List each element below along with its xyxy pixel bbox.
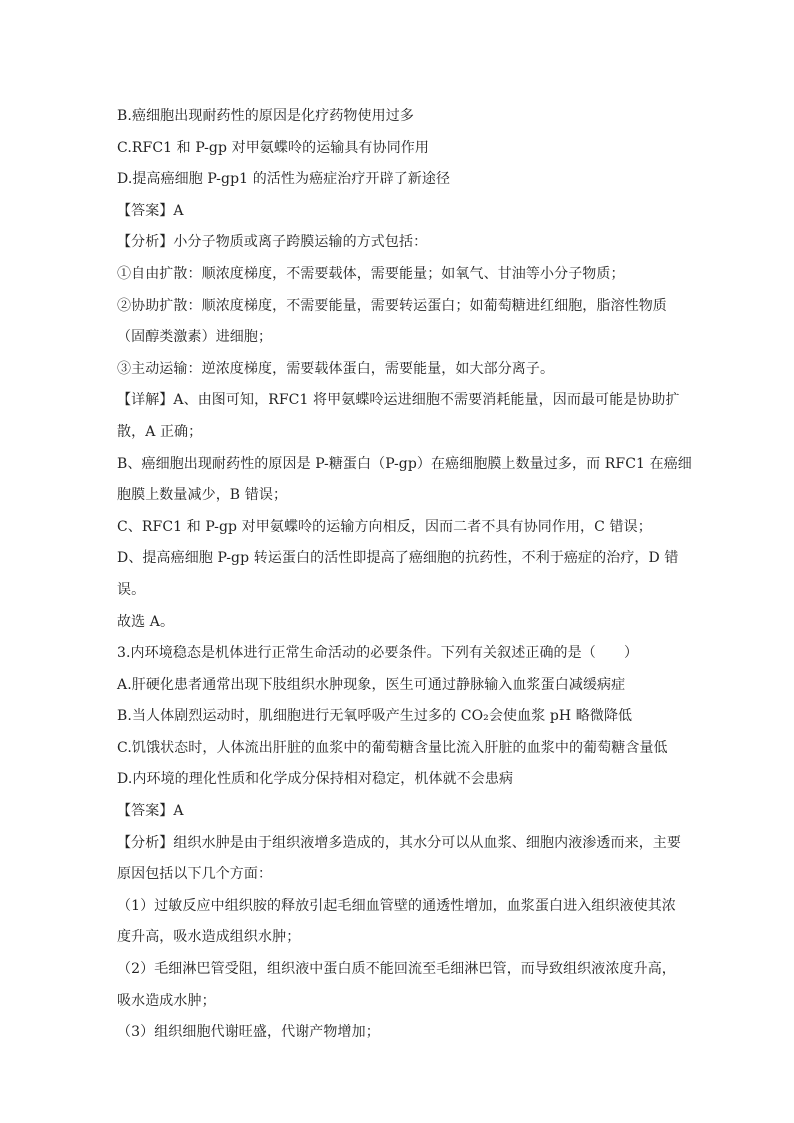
analysis-item-3: ③主动运输：逆浓度梯度，需要载体蛋白，需要能量，如大部分离子。: [117, 360, 555, 377]
detail-a-line: 【详解】A、由图可知，RFC1 将甲氨蝶呤运进细胞不需要消耗能量，因而最可能是协助扩: [117, 392, 680, 409]
q3-reason-3: （3）组织细胞代谢旺盛，代谢产物增加；: [117, 1024, 380, 1041]
detail-d-line: D、提高癌细胞 P-gp 转运蛋白的活性即提高了癌细胞的抗药性，不利于癌症的治疗，D 错: [117, 550, 679, 567]
q3-answer-line: 【答案】A: [117, 803, 184, 820]
q3-option-a: A.肝硬化患者通常出现下肢组织水肿现象，医生可通过静脉输入血浆蛋白减缓病症: [117, 676, 626, 693]
option-b-line: B.癌细胞出现耐药性的原因是化疗药物使用过多: [117, 108, 414, 124]
q3-option-b: B.当人体剧烈运动时，肌细胞进行无氧呼吸产生过多的 CO₂会使血浆 pH 略微降低: [117, 708, 633, 725]
q3-reason-2: （2）毛细淋巴管受阻，组织液中蛋白质不能回流至毛细淋巴管，而导致组织液浓度升高，: [117, 961, 676, 978]
q3-reason-2-cont: 吸水造成水肿；: [117, 992, 216, 1009]
q3-reason-1: （1）过敏反应中组织胺的释放引起毛细血管壁的通透性增加，血浆蛋白进入组织液使其浓: [117, 897, 676, 914]
q3-analysis-cont: 原因包括以下几个方面：: [117, 866, 273, 883]
detail-b-cont: 胞膜上数量减少，B 错误；: [117, 487, 288, 504]
q3-option-d: D.内环境的理化性质和化学成分保持相对稳定，机体就不会患病: [117, 771, 514, 788]
q3-analysis-line: 【分析】组织水肿是由于组织液增多造成的，其水分可以从血浆、细胞内液渗透而来，主要: [117, 834, 681, 851]
document-body: [117, 101, 692, 1049]
q3-option-c: C.饥饿状态时，人体流出肝脏的血浆中的葡萄糖含量比流入肝脏的血浆中的葡萄糖含量低: [117, 739, 668, 756]
analysis-heading: 【分析】小分子物质或离子跨膜运输的方式包括：: [117, 234, 428, 251]
analysis-item-2-cont: （固醇类激素）进细胞；: [117, 329, 273, 346]
detail-d-cont: 误。: [117, 581, 146, 598]
answer-line: 【答案】A: [117, 202, 184, 219]
question-3-stem: 3.内环境稳态是机体进行正常生命活动的必要条件。下列有关叙述正确的是（ ）: [117, 645, 639, 662]
q3-reason-1-cont: 度升高，吸水造成组织水肿；: [117, 929, 301, 946]
detail-c-line: C、RFC1 和 P-gp 对甲氨蝶呤的运输方向相反，因而二者不具有协同作用，C 错误；: [117, 518, 652, 535]
analysis-item-1: ①自由扩散：顺浓度梯度，不需要载体，需要能量；如氧气、甘油等小分子物质；: [117, 265, 625, 282]
detail-b-line: B、癌细胞出现耐药性的原因是 P-糖蛋白（P-gp）在癌细胞膜上数量过多，而 RFC1 在癌细: [117, 455, 692, 472]
detail-a-cont: 散，A 正确；: [117, 423, 203, 440]
option-c-line: C.RFC1 和 P-gp 对甲氨蝶呤的运输具有协同作用: [117, 139, 429, 156]
option-d-line: D.提高癌细胞 P-gp1 的活性为癌症治疗开辟了新途径: [117, 171, 451, 188]
choice-line: 故选 A。: [117, 613, 175, 630]
analysis-item-2: ②协助扩散：顺浓度梯度，不需要能量，需要转运蛋白；如葡萄糖进红细胞，脂溶性物质: [117, 297, 667, 314]
